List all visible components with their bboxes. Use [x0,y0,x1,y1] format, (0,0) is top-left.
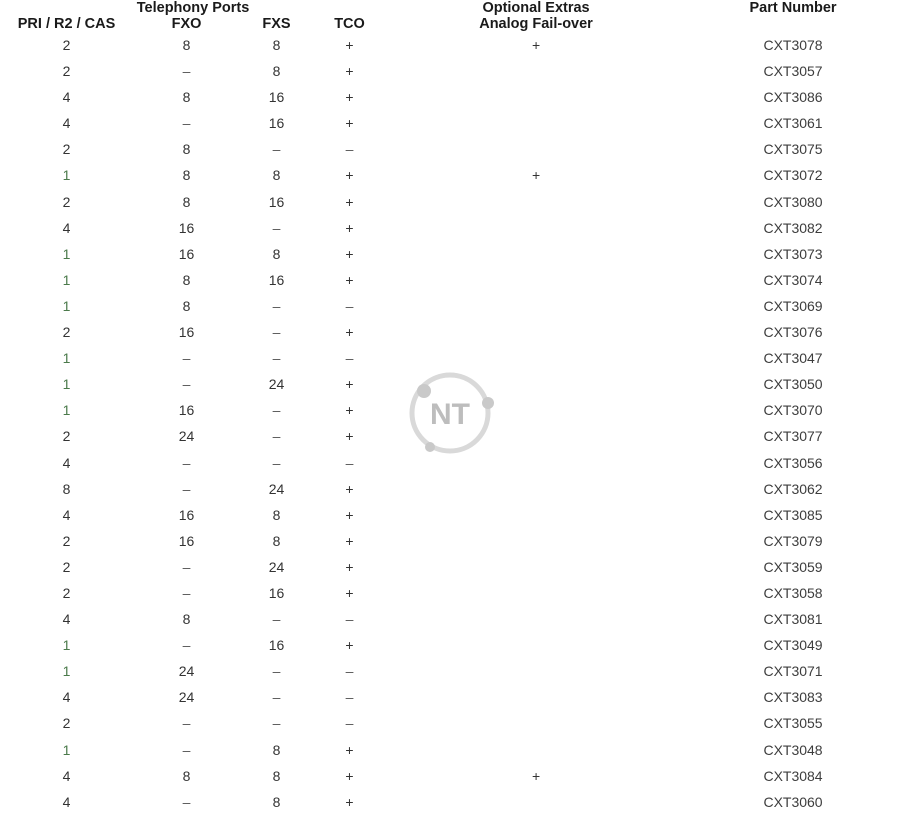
cell-fxs: 24 [268,480,285,497]
cell-part-number: CXT3075 [763,141,823,158]
cell-pri-r2-cas: 2 [62,324,71,341]
group-header-telephony-ports: Telephony Ports [136,0,250,16]
cell-fxs: – [272,715,281,732]
cell-fxo: 8 [182,193,191,210]
cell-pri-r2-cas: 1 [62,663,71,680]
cell-fxs: 16 [268,271,285,288]
cell-fxo: 8 [182,297,191,314]
table-body [0,32,900,815]
cell-analog-failover [386,423,686,449]
cell-part-number: CXT3069 [763,297,823,314]
cell-tco: + [345,637,354,654]
table-row [0,423,900,449]
cell-analog-failover [386,189,686,215]
cell-analog-failover [386,580,686,606]
cell-tco: + [345,37,354,53]
table-row [0,397,900,423]
table-row [0,450,900,476]
cell-analog-failover [386,345,686,371]
cell-fxs: 16 [268,193,285,210]
cell-pri-r2-cas: 1 [62,376,71,393]
cell-tco: + [345,376,354,393]
cell-pri-r2-cas: 2 [62,37,71,53]
cell-analog-failover [386,502,686,528]
cell-analog-failover [386,319,686,345]
cell-fxo: 8 [182,767,191,784]
column-header-analog-failover: Analog Fail-over [479,16,593,32]
cell-tco: + [345,324,354,341]
column-header-fxs: FXS [262,16,291,32]
table-row [0,684,900,710]
column-header-fxo: FXO [171,16,202,32]
cell-part-number: CXT3079 [763,532,823,549]
cell-tco: – [345,350,354,367]
cell-tco: + [345,480,354,497]
cell-tco: + [345,271,354,288]
cell-pri-r2-cas: 2 [62,63,71,80]
cell-pri-r2-cas: 2 [62,532,71,549]
column-header-tco: TCO [334,16,365,32]
table-row [0,580,900,606]
table-column-header-row [0,16,900,32]
cell-fxo: 16 [178,245,195,262]
cell-pri-r2-cas: 1 [62,167,71,184]
cell-tco: + [345,584,354,601]
cell-analog-failover [386,58,686,84]
cell-part-number: CXT3070 [763,402,823,419]
cell-analog-failover [386,476,686,502]
cell-fxs: – [272,141,281,158]
table-row [0,319,900,345]
table-row [0,293,900,319]
table-row [0,528,900,554]
cell-part-number: CXT3047 [763,350,823,367]
cell-fxs: 16 [268,637,285,654]
cell-fxo: – [182,454,191,471]
table-row [0,737,900,763]
cell-part-number: CXT3084 [763,767,823,784]
cell-tco: – [345,715,354,732]
table-row [0,267,900,293]
cell-pri-r2-cas: 8 [62,480,71,497]
cell-fxo: – [182,480,191,497]
cell-fxs: 24 [268,558,285,575]
table-row [0,345,900,371]
table-row [0,658,900,684]
cell-fxo: – [182,558,191,575]
cell-fxs: 16 [268,89,285,106]
cell-analog-failover [386,136,686,162]
group-header-optional-extras: Optional Extras [482,0,590,16]
cell-part-number: CXT3073 [763,245,823,262]
cell-fxo: – [182,115,191,132]
cell-part-number: CXT3062 [763,480,823,497]
cell-part-number: CXT3071 [763,663,823,680]
cell-part-number: CXT3059 [763,558,823,575]
column-header-pri-r2-cas: PRI / R2 / CAS [17,16,116,32]
cell-fxs: 8 [272,793,281,810]
cell-fxo: 16 [178,324,195,341]
cell-tco: + [345,793,354,810]
cell-pri-r2-cas: 2 [62,715,71,732]
cell-pri-r2-cas: 2 [62,428,71,445]
cell-fxo: – [182,350,191,367]
cell-fxs: 24 [268,376,285,393]
table-row [0,241,900,267]
cell-part-number: CXT3072 [763,167,823,184]
cell-tco: + [345,219,354,236]
table-row [0,710,900,736]
cell-tco: + [345,532,354,549]
cell-fxo: 16 [178,402,195,419]
cell-part-number: CXT3057 [763,63,823,80]
cell-part-number: CXT3080 [763,193,823,210]
cell-fxo: – [182,376,191,393]
cell-analog-failover [386,293,686,319]
cell-fxo: – [182,741,191,758]
cell-pri-r2-cas: 1 [62,245,71,262]
cell-part-number: CXT3049 [763,637,823,654]
cell-fxs: – [272,297,281,314]
cell-part-number: CXT3078 [763,37,823,53]
cell-fxo: – [182,584,191,601]
table-row [0,789,900,815]
cell-pri-r2-cas: 4 [62,689,71,706]
cell-tco: + [345,767,354,784]
cell-tco: + [345,63,354,80]
cell-analog-failover [386,450,686,476]
cell-part-number: CXT3048 [763,741,823,758]
cell-pri-r2-cas: 2 [62,584,71,601]
table-row [0,371,900,397]
cell-tco: – [345,454,354,471]
cell-analog-failover [386,215,686,241]
cell-fxo: – [182,715,191,732]
cell-pri-r2-cas: 4 [62,506,71,523]
cell-fxo: – [182,63,191,80]
cell-pri-r2-cas: 4 [62,767,71,784]
cell-pri-r2-cas: 2 [62,141,71,158]
cell-tco: + [345,741,354,758]
cell-analog-failover: + [531,37,541,53]
cell-tco: – [345,689,354,706]
cell-fxo: 16 [178,532,195,549]
cell-fxs: 8 [272,767,281,784]
cell-analog-failover [386,241,686,267]
cell-fxo: 8 [182,271,191,288]
cell-part-number: CXT3056 [763,454,823,471]
cell-tco: + [345,506,354,523]
cell-tco: + [345,428,354,445]
cell-tco: + [345,193,354,210]
cell-fxo: 8 [182,37,191,53]
table-row [0,58,900,84]
cell-fxs: 8 [272,741,281,758]
table-row [0,162,900,188]
table-row [0,502,900,528]
table-row [0,606,900,632]
cell-fxs: 8 [272,37,281,53]
cell-fxs: – [272,454,281,471]
cell-analog-failover [386,710,686,736]
cell-fxo: 8 [182,611,191,628]
cell-tco: – [345,611,354,628]
cell-analog-failover [386,267,686,293]
cell-fxs: – [272,689,281,706]
cell-tco: – [345,297,354,314]
cell-pri-r2-cas: 1 [62,350,71,367]
cell-fxs: 8 [272,63,281,80]
table-row [0,215,900,241]
cell-analog-failover [386,789,686,815]
cell-tco: + [345,167,354,184]
table-row [0,84,900,110]
cell-pri-r2-cas: 1 [62,741,71,758]
cell-fxs: 8 [272,167,281,184]
cell-fxs: – [272,663,281,680]
cell-part-number: CXT3077 [763,428,823,445]
cell-tco: – [345,141,354,158]
table-row [0,554,900,580]
cell-fxo: 24 [178,689,195,706]
cell-part-number: CXT3058 [763,584,823,601]
cell-analog-failover [386,684,686,710]
cell-part-number: CXT3061 [763,115,823,132]
column-header-part-number-blank [686,16,900,32]
cell-analog-failover [386,632,686,658]
table-row [0,32,900,58]
table-group-header-row [0,0,900,16]
table-row [0,189,900,215]
cell-pri-r2-cas: 4 [62,793,71,810]
cell-pri-r2-cas: 1 [62,297,71,314]
cell-part-number: CXT3074 [763,271,823,288]
table-row [0,632,900,658]
cell-fxs: 8 [272,245,281,262]
svg-text:NT: NT [430,398,470,431]
cell-part-number: CXT3060 [763,793,823,810]
cell-analog-failover [386,110,686,136]
cell-fxo: 8 [182,167,191,184]
cell-analog-failover: + [531,167,541,184]
cell-fxo: 16 [178,219,195,236]
cell-analog-failover [386,606,686,632]
cell-fxs: – [272,611,281,628]
cell-fxs: 16 [268,584,285,601]
cell-tco: + [345,115,354,132]
cell-tco: + [345,402,354,419]
cell-part-number: CXT3083 [763,689,823,706]
cell-part-number: CXT3055 [763,715,823,732]
cell-pri-r2-cas: 1 [62,637,71,654]
cell-pri-r2-cas: 4 [62,89,71,106]
cell-fxs: – [272,428,281,445]
cell-tco: + [345,89,354,106]
cell-fxs: 16 [268,115,285,132]
cell-pri-r2-cas: 2 [62,193,71,210]
cell-part-number: CXT3081 [763,611,823,628]
cell-analog-failover [386,554,686,580]
cell-fxs: – [272,324,281,341]
cell-fxs: 8 [272,506,281,523]
cell-fxo: – [182,637,191,654]
cell-tco: – [345,663,354,680]
cell-pri-r2-cas: 1 [62,271,71,288]
cell-fxo: 8 [182,89,191,106]
table-row [0,136,900,162]
cell-fxs: – [272,402,281,419]
cell-fxs: 8 [272,532,281,549]
cell-analog-failover [386,658,686,684]
cell-fxo: – [182,793,191,810]
cell-fxo: 24 [178,663,195,680]
cell-fxo: 24 [178,428,195,445]
cell-pri-r2-cas: 4 [62,454,71,471]
cell-analog-failover: + [531,767,541,784]
table-row [0,110,900,136]
cell-analog-failover [386,84,686,110]
table-row [0,476,900,502]
cell-fxs: – [272,219,281,236]
cell-analog-failover [386,528,686,554]
cell-analog-failover [386,397,686,423]
cell-fxo: 8 [182,141,191,158]
cell-fxs: – [272,350,281,367]
cell-part-number: CXT3050 [763,376,823,393]
table-row [0,763,900,789]
cell-part-number: CXT3085 [763,506,823,523]
cell-analog-failover [386,737,686,763]
cell-pri-r2-cas: 2 [62,558,71,575]
cell-pri-r2-cas: 4 [62,219,71,236]
cell-part-number: CXT3082 [763,219,823,236]
group-header-part-number: Part Number [749,0,837,16]
cell-pri-r2-cas: 4 [62,115,71,132]
cell-pri-r2-cas: 1 [62,402,71,419]
cell-tco: + [345,558,354,575]
cell-tco: + [345,245,354,262]
cell-pri-r2-cas: 4 [62,611,71,628]
cell-analog-failover [386,371,686,397]
cell-part-number: CXT3076 [763,324,823,341]
cell-fxo: 16 [178,506,195,523]
cell-part-number: CXT3086 [763,89,823,106]
